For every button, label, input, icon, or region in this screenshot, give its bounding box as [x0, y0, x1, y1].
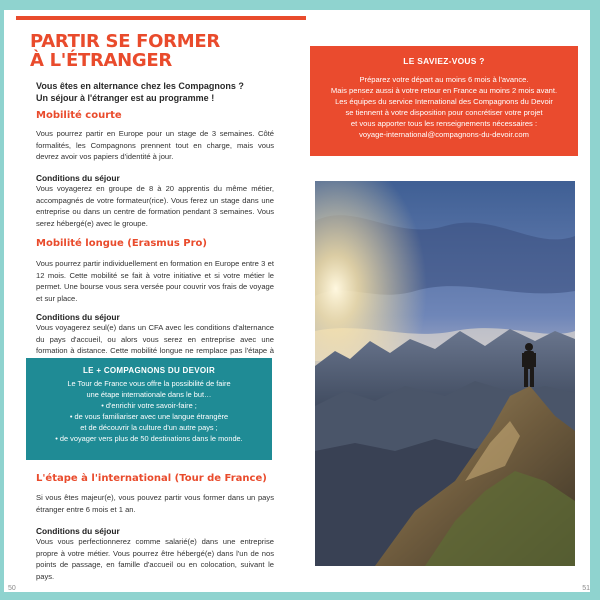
plus-box-title: LE + COMPAGNONS DU DEVOIR — [82, 366, 216, 375]
international-conditions-heading: Conditions du séjour — [36, 526, 120, 536]
title-line-1: PARTIR SE FORMER — [30, 31, 220, 52]
title-accent-bar — [16, 16, 306, 20]
short-mobility-text: Vous pourrez partir en Europe pour un stage de 3 semaines. Côté formalités, les Compagnons prennent tout en charge, mais vous devrez avoir vos papiers d'identité à jour. — [36, 129, 274, 161]
page-number-left: 50 — [8, 585, 16, 592]
info-line: Les équipes du service International des Compagnons du Devoir — [335, 97, 553, 106]
long-mobility-text: Vous pourrez partir individuellement en formation en Europe entre 3 et 12 mois. Cette mobilité se fait à votre initiative et si votre métier le permet. Une bourse vous sera versée pour couvrir vos frais de voyage et sur place. — [36, 259, 274, 303]
photo-illustration — [315, 181, 575, 566]
page-number-right: 51 — [582, 585, 590, 592]
did-you-know-body — [310, 74, 578, 140]
long-mobility-heading: Mobilité longue (Erasmus Pro) — [36, 238, 207, 249]
plus-box-line: Le Tour de France vous offre la possibilité de faire — [67, 379, 231, 388]
did-you-know-title: LE SAVIEZ-VOUS ? — [403, 56, 485, 66]
plus-box-line: • d'enrichir votre savoir-faire ; — [101, 401, 197, 410]
compagnons-plus-box — [26, 358, 272, 460]
long-mobility-conditions-heading: Conditions du séjour — [36, 312, 120, 322]
international-conditions-text: Vous vous perfectionnerez comme salarié(e) dans une entreprise propre à votre métier. Vous pourrez être hébergé(e) dans l'un de nos points de passage, en famille d'accueil ou en colocation, suivant le pays. — [36, 537, 274, 581]
international-step-heading: L'étape à l'international (Tour de France) — [36, 473, 267, 484]
intro-line-2: Un séjour à l'étranger est au programme ! — [36, 93, 215, 103]
long-mobility-conditions-text: Vous voyagerez seul(e) dans un CFA avec les conditions d'alternance du pays d'accueil, ou alors vous serez en entreprise avec une formation à distance. Cette mobilité longue ne remplace pas l'étape à — [36, 323, 274, 355]
info-line: Préparez votre départ au moins 6 mois à l'avance. — [359, 75, 529, 84]
intro-line-1: Vous êtes en alternance chez les Compagnons ? — [36, 81, 244, 91]
plus-box-line: et de découvrir la culture d'un autre pays ; — [80, 423, 218, 432]
info-line: et vous apporter tous les renseignements nécessaires : — [350, 119, 538, 128]
plus-box-body — [26, 378, 272, 444]
info-line: Mais pensez aussi à votre retour en France au moins 2 mois avant. — [330, 86, 558, 95]
plus-box-line: • de vous familiariser avec une langue étrangère — [69, 412, 229, 421]
info-line: se tiennent à votre disposition pour concrétiser votre projet — [345, 108, 543, 117]
did-you-know-box — [310, 46, 578, 156]
short-mobility-conditions-heading: Conditions du séjour — [36, 173, 120, 183]
mountain-hiker-photo — [315, 181, 575, 566]
intro — [36, 80, 276, 104]
title-line-2: À L'ÉTRANGER — [30, 50, 172, 71]
short-mobility-conditions-text: Vous voyagerez en groupe de 8 à 20 apprentis du même métier, accompagnés de votre formateur(rice). Vous ferez un stage dans une entreprise ou dans un centre de formation pendant 3 semaines. Vous serez hébergé(e) avec le groupe. — [36, 184, 274, 228]
short-mobility-heading: Mobilité courte — [36, 110, 122, 121]
contact-email[interactable]: voyage-international@compagnons-du-devoir.com — [359, 130, 529, 139]
international-step-text: Si vous êtes majeur(e), vous pouvez partir vous former dans un pays étranger entre 6 mois et 1 an. — [36, 493, 274, 514]
plus-box-line: • de voyager vers plus de 50 destinations dans le monde. — [55, 434, 243, 443]
page-title — [30, 32, 290, 70]
plus-box-line: une étape internationale dans le but… — [86, 390, 212, 399]
